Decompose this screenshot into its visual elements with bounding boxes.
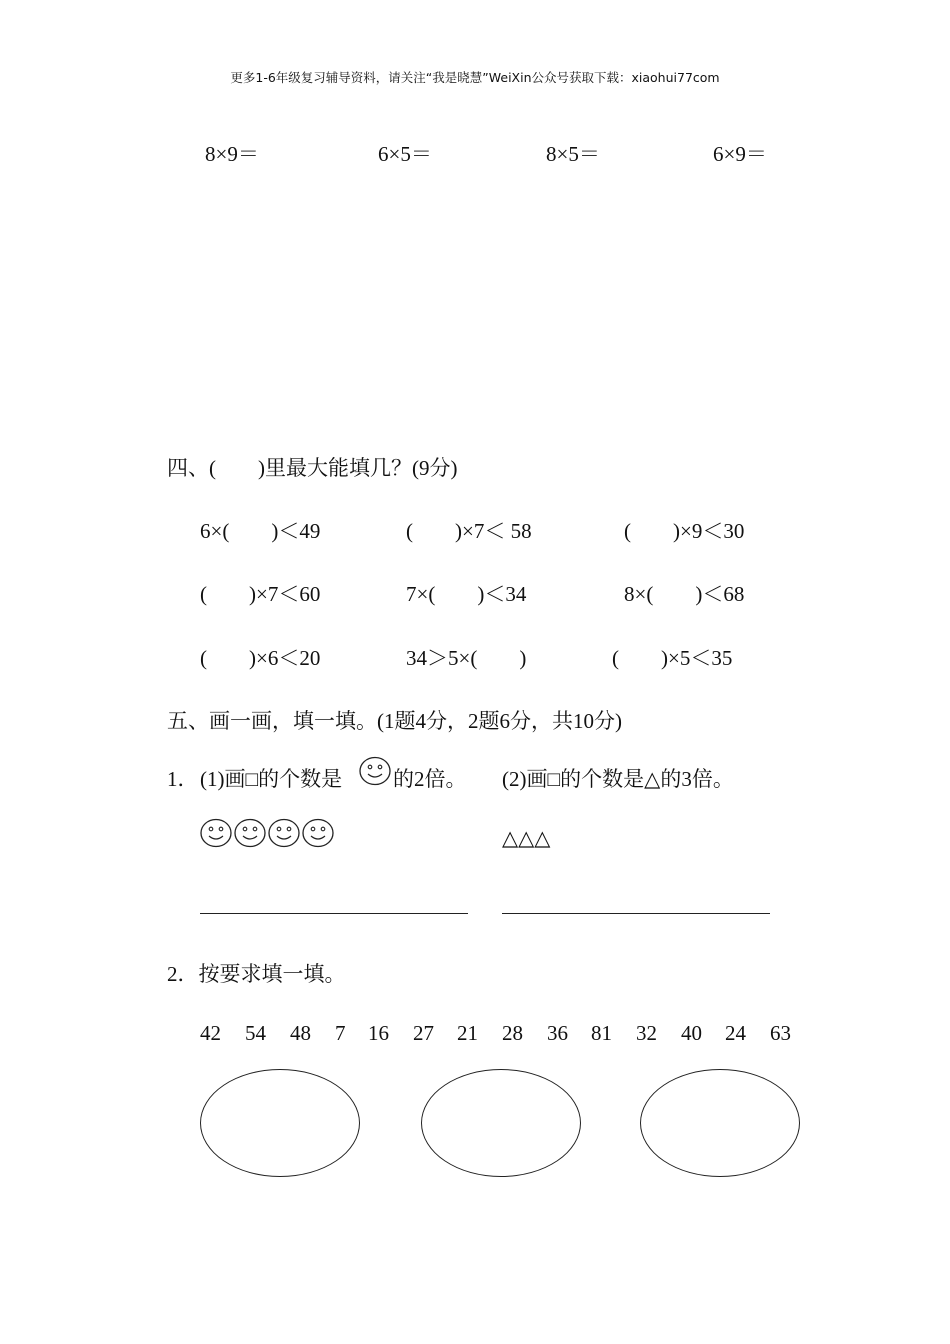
inequality-item: 8×( )＜68 bbox=[624, 582, 745, 606]
section-5-title: 五、画一画，填一填。(1题4分，2题6分，共10分) bbox=[167, 709, 622, 733]
smiley-icon bbox=[302, 818, 334, 848]
inequality-item: ( )×7＜ 58 bbox=[406, 519, 532, 543]
number-item: 36 bbox=[547, 1021, 568, 1045]
sorting-oval[interactable] bbox=[200, 1069, 360, 1177]
smiley-icon bbox=[234, 818, 266, 848]
sorting-oval[interactable] bbox=[421, 1069, 581, 1177]
number-item: 7 bbox=[335, 1021, 346, 1045]
question-1-right-text: (2)画□的个数是△的3倍。 bbox=[502, 767, 734, 791]
answer-line[interactable] bbox=[502, 913, 770, 914]
number-item: 48 bbox=[290, 1021, 311, 1045]
number-item: 24 bbox=[725, 1021, 746, 1045]
calc-item: 8×9＝ bbox=[205, 142, 259, 166]
question-1-left-suffix: 的2倍。 bbox=[393, 767, 467, 791]
triangles: △△△ bbox=[502, 826, 551, 850]
smiley-icon bbox=[359, 756, 391, 786]
calc-item: 8×5＝ bbox=[546, 142, 600, 166]
question-1-left-text: (1)画□的个数是 bbox=[200, 767, 343, 791]
number-item: 28 bbox=[502, 1021, 523, 1045]
question-2: 2．按要求填一填。 bbox=[167, 962, 346, 986]
inequality-item: ( )×9＜30 bbox=[624, 519, 745, 543]
number-item: 54 bbox=[245, 1021, 266, 1045]
number-item: 81 bbox=[591, 1021, 612, 1045]
inequality-item: 7×( )＜34 bbox=[406, 582, 527, 606]
number-item: 16 bbox=[368, 1021, 389, 1045]
calc-item: 6×9＝ bbox=[713, 142, 767, 166]
number-item: 27 bbox=[413, 1021, 434, 1045]
number-item: 42 bbox=[200, 1021, 221, 1045]
inequality-item: ( )×6＜20 bbox=[200, 646, 321, 670]
number-item: 21 bbox=[457, 1021, 478, 1045]
question-1-number: 1． bbox=[167, 767, 199, 791]
number-item: 32 bbox=[636, 1021, 657, 1045]
page-header: 更多1-6年级复习辅导资料，请关注“我是晓慧”WeiXin公众号获取下载：xiaohui77com bbox=[230, 70, 720, 85]
number-item: 40 bbox=[681, 1021, 702, 1045]
smiley-icon bbox=[200, 818, 232, 848]
smiley-icon bbox=[268, 818, 300, 848]
sorting-oval[interactable] bbox=[640, 1069, 800, 1177]
number-item: 63 bbox=[770, 1021, 791, 1045]
inequality-item: 6×( )＜49 bbox=[200, 519, 321, 543]
inequality-item: ( )×7＜60 bbox=[200, 582, 321, 606]
inequality-item: 34＞5×( ) bbox=[406, 646, 527, 670]
inequality-item: ( )×5＜35 bbox=[612, 646, 733, 670]
answer-line[interactable] bbox=[200, 913, 468, 914]
calc-item: 6×5＝ bbox=[378, 142, 432, 166]
section-4-title: 四、( )里最大能填几？(9分) bbox=[167, 456, 458, 480]
